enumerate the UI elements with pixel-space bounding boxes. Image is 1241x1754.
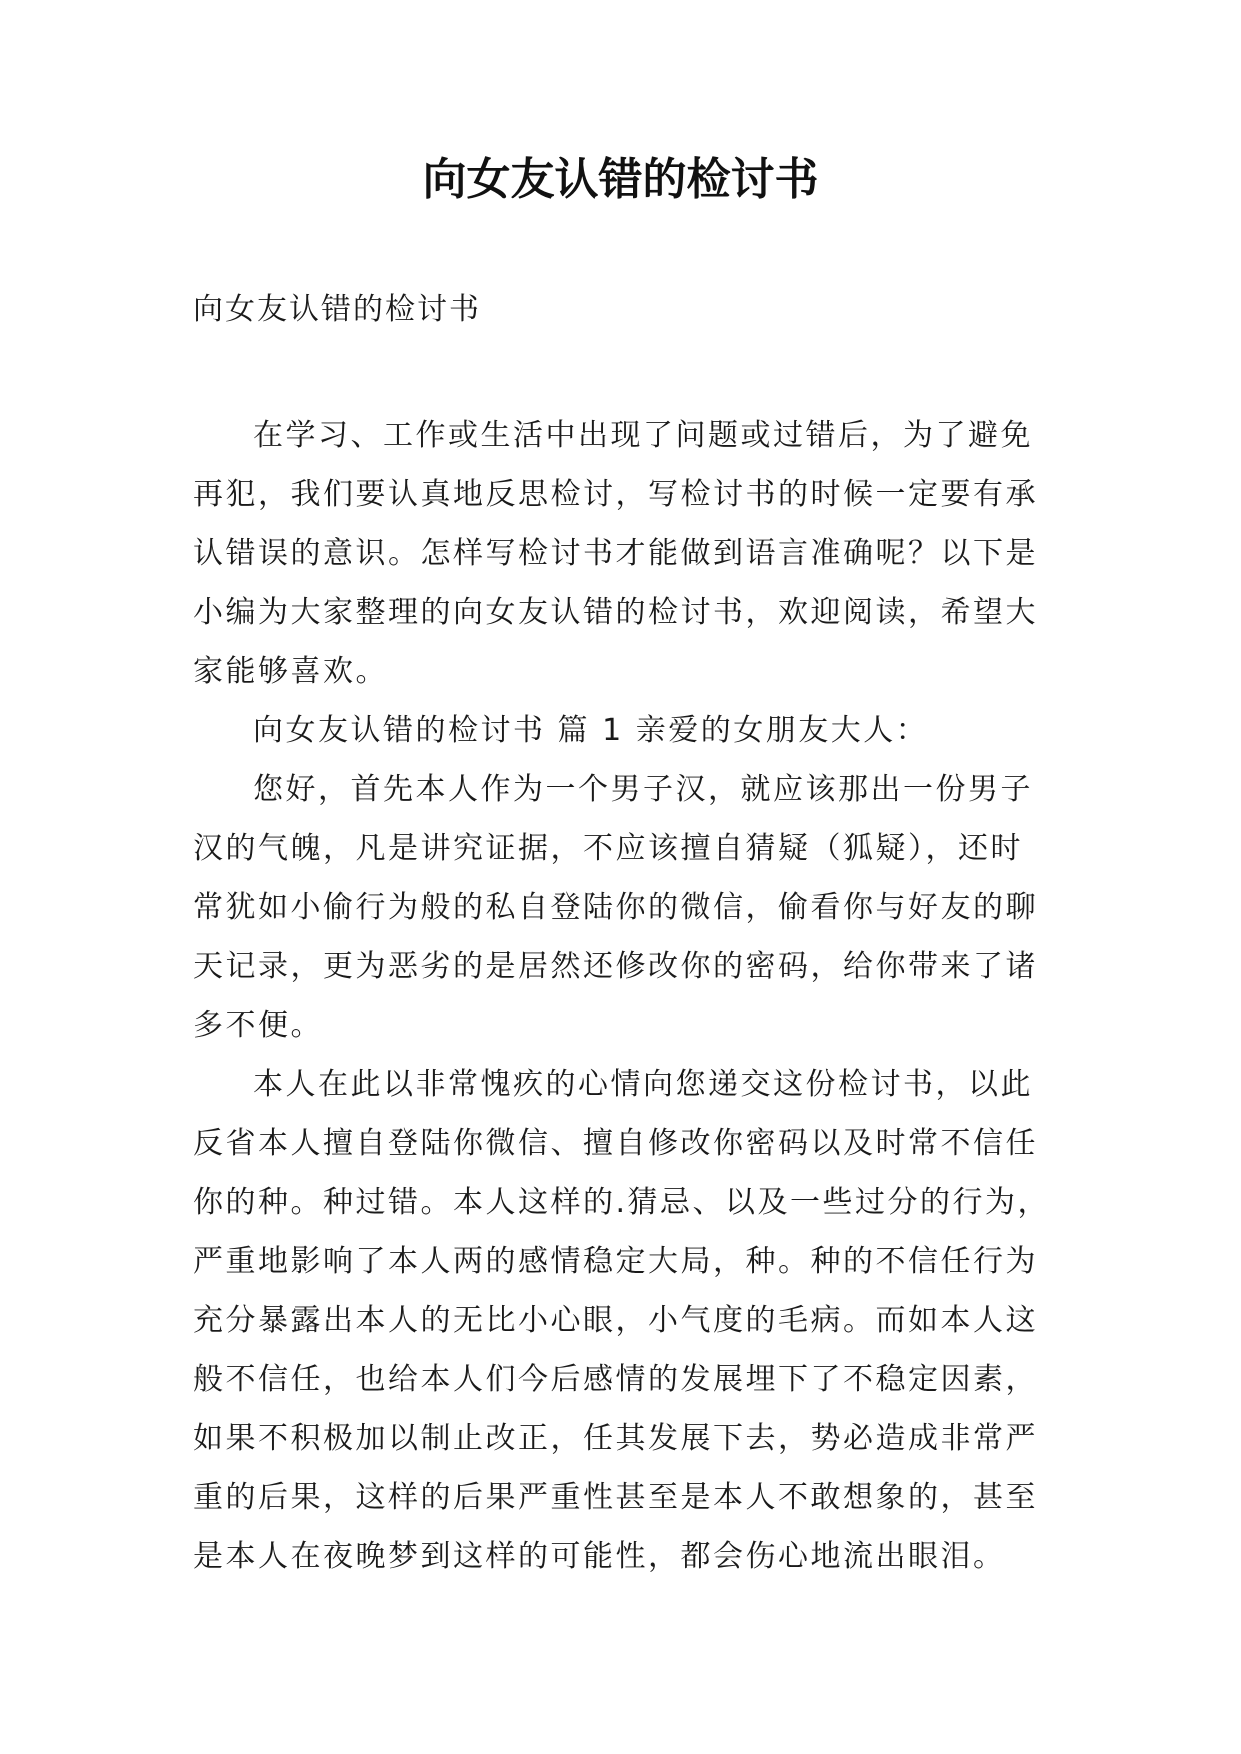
text-line: 是本人在夜晚梦到这样的可能性，都会伤心地流出眼泪。	[193, 1539, 1006, 1574]
text-line: 向女友认错的检讨书 篇 1 亲爱的女朋友大人：	[253, 713, 929, 748]
text-line: 本人在此以非常愧疚的心情向您递交这份检讨书，以此	[253, 1067, 1033, 1102]
paragraph-heading	[193, 701, 1053, 760]
text-line: 常犹如小偷行为般的私自登陆你的微信，偷看你与好友的聊	[193, 890, 1038, 925]
text-line: 天记录，更为恶劣的是居然还修改你的密码，给你带来了诸	[193, 949, 1038, 984]
text-line: 您好，首先本人作为一个男子汉，就应该那出一份男子	[253, 772, 1033, 807]
text-line: 认错误的意识。怎样写检讨书才能做到语言准确呢？以下是	[193, 536, 1038, 571]
text-line: 再犯，我们要认真地反思检讨，写检讨书的时候一定要有承	[193, 477, 1038, 512]
text-line: 小编为大家整理的向女友认错的检讨书，欢迎阅读，希望大	[193, 595, 1038, 630]
document-title: 向女友认错的检讨书	[422, 154, 819, 205]
text-line: 汉的气魄，凡是讲究证据，不应该擅自猜疑（狐疑），还时	[193, 831, 1023, 866]
paragraph-intro	[193, 406, 1053, 701]
document-subtitle: 向女友认错的检讨书	[193, 292, 481, 327]
text-line: 重的后果，这样的后果严重性甚至是本人不敢想象的，甚至	[193, 1480, 1038, 1515]
text-line: 充分暴露出本人的无比小心眼，小气度的毛病。而如本人这	[193, 1303, 1038, 1338]
paragraph-apology	[193, 1055, 1053, 1586]
text-line: 家能够喜欢。	[193, 654, 388, 689]
text-line: 如果不积极加以制止改正，任其发展下去，势必造成非常严	[193, 1421, 1038, 1456]
text-line: 严重地影响了本人两的感情稳定大局，种。种的不信任行为	[193, 1244, 1038, 1279]
text-line: 你的种。种过错。本人这样的.猜忌、以及一些过分的行为，	[193, 1185, 1051, 1220]
text-line: 多不便。	[193, 1008, 323, 1043]
text-line: 反省本人擅自登陆你微信、擅自修改你密码以及时常不信任	[193, 1126, 1038, 1161]
document-body	[193, 406, 1053, 1586]
text-line: 般不信任，也给本人们今后感情的发展埋下了不稳定因素，	[193, 1362, 1038, 1397]
text-line: 在学习、工作或生活中出现了问题或过错后，为了避免	[253, 418, 1033, 453]
paragraph-greeting	[193, 760, 1053, 1055]
